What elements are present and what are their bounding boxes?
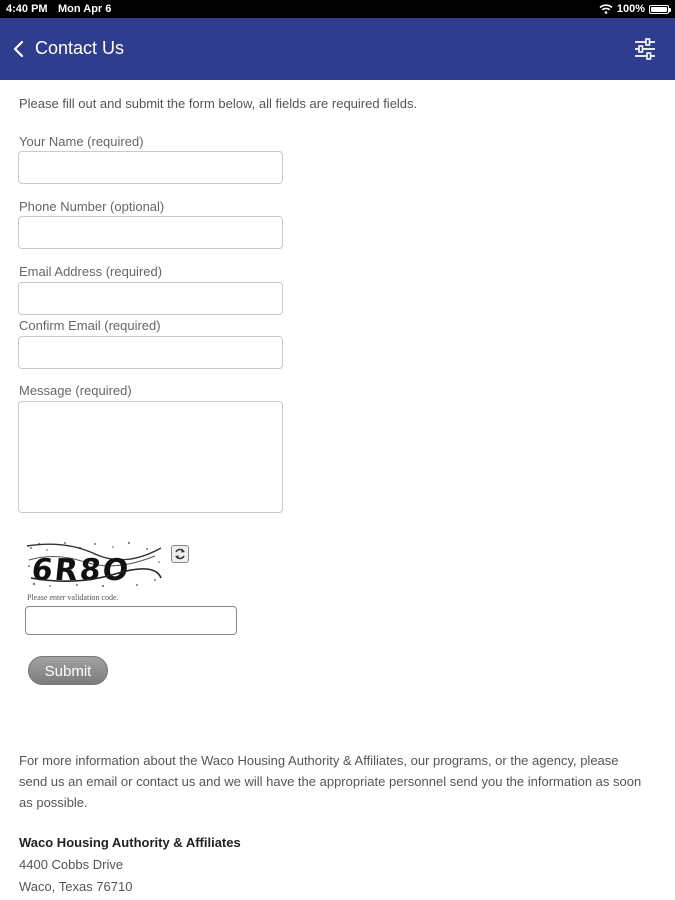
captcha-hint: Please enter validation code. (27, 593, 119, 602)
submit-button[interactable]: Submit (28, 656, 108, 685)
refresh-icon (172, 546, 188, 562)
phone-field[interactable] (18, 216, 283, 249)
message-label: Message (required) (19, 383, 132, 398)
settings-menu-button[interactable] (633, 37, 657, 61)
form-intro: Please fill out and submit the form below, all fields are required fields. (19, 96, 418, 111)
address-line-1: 4400 Cobbs Drive (19, 857, 124, 872)
info-text: For more information about the Waco Housing Authority & Affiliates, our programs, or the agency, please send us an email or contact us and we will have the appropriate personnel send you the information as soon as possible. (19, 753, 642, 810)
address-line-2: Waco, Texas 76710 (19, 879, 133, 894)
confirm-email-label: Confirm Email (required) (19, 318, 161, 333)
captcha-text: 6R8O (29, 553, 132, 588)
message-field[interactable] (18, 401, 283, 513)
captcha-image (25, 540, 163, 590)
status-bar (0, 0, 675, 18)
battery-percent: 100% (616, 3, 645, 15)
battery-icon (649, 5, 669, 14)
org-name: Waco Housing Authority & Affiliates (19, 835, 241, 850)
back-button[interactable] (10, 37, 30, 61)
status-time: 4:40 PM (6, 3, 48, 15)
email-field[interactable] (18, 282, 283, 315)
refresh-captcha-button[interactable] (171, 545, 189, 563)
page-title: Contact Us (35, 38, 125, 58)
wifi-icon (599, 4, 613, 14)
confirm-email-field[interactable] (18, 336, 283, 369)
sliders-icon (633, 37, 657, 61)
status-right (599, 3, 669, 15)
chevron-left-icon (10, 37, 30, 61)
nav-bar (0, 18, 675, 80)
name-label: Your Name (required) (19, 134, 144, 149)
captcha-input[interactable] (25, 606, 237, 635)
name-field[interactable] (18, 151, 283, 184)
status-date: Mon Apr 6 (58, 3, 112, 15)
phone-label: Phone Number (optional) (19, 199, 165, 214)
email-label: Email Address (required) (19, 264, 163, 279)
